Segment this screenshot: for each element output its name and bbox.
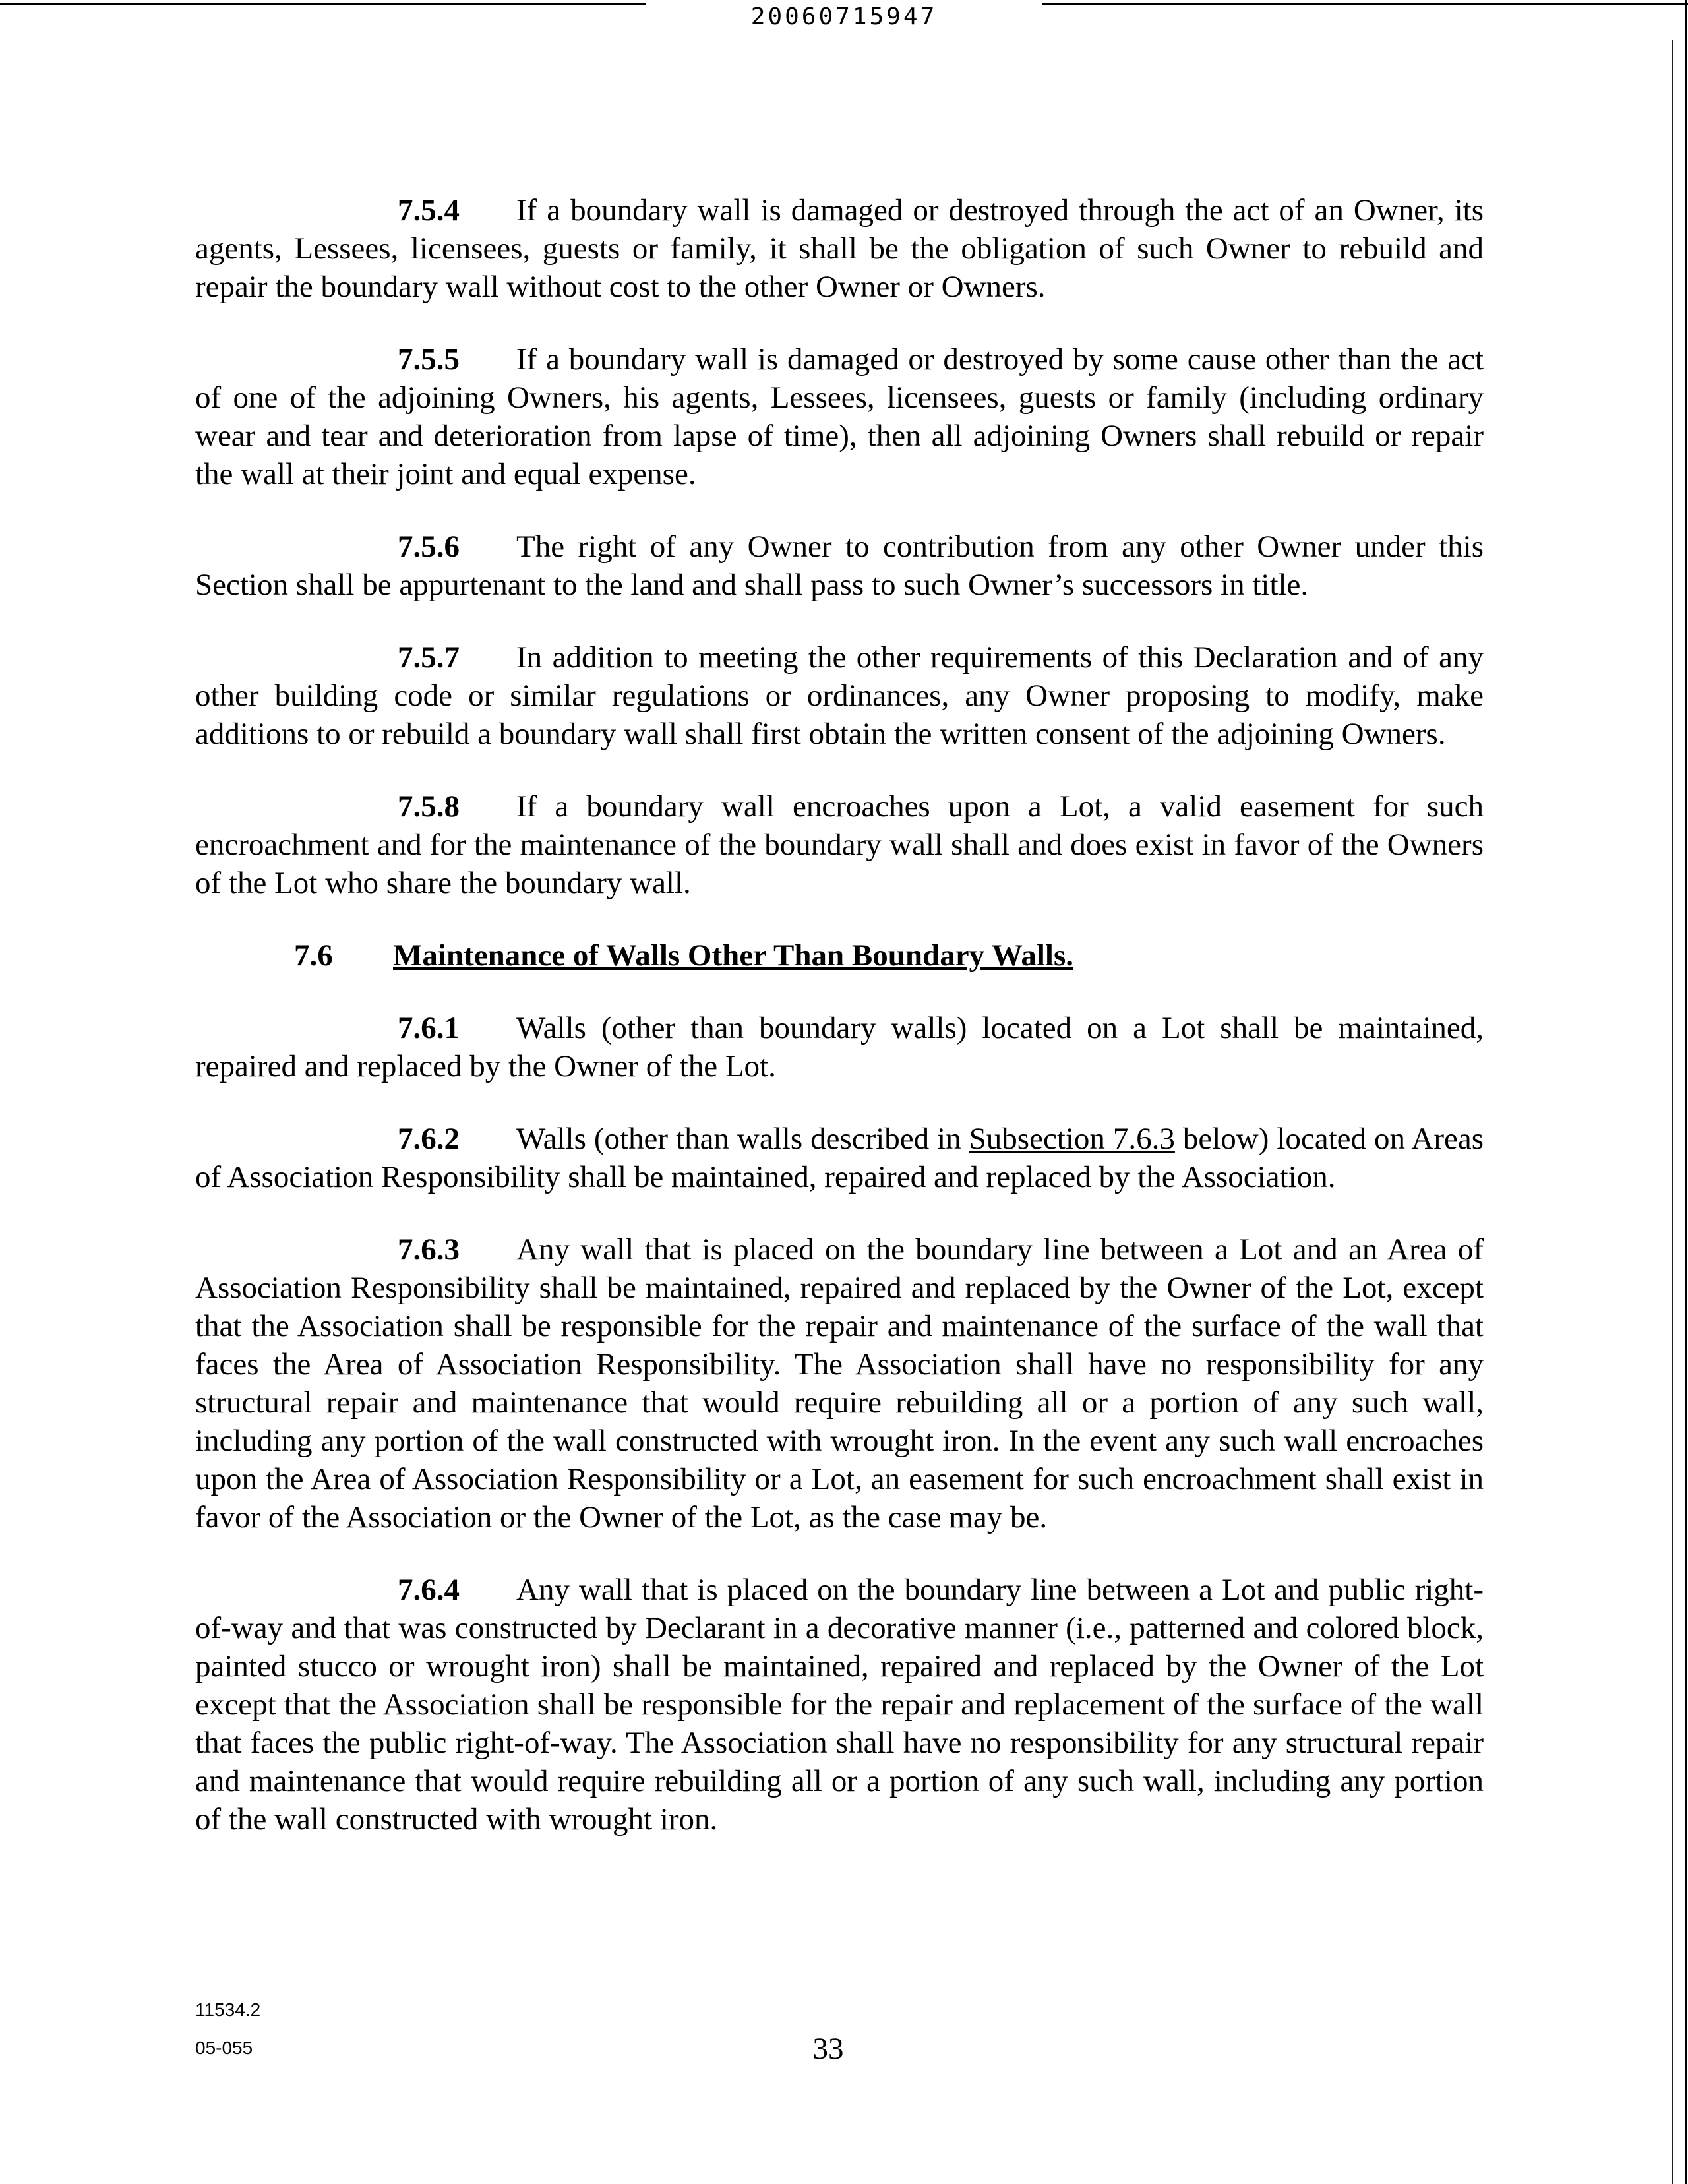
section-7-6-4: [195, 1571, 1484, 1838]
section-number: 7.6.4: [398, 1573, 460, 1607]
section-text: In addition to meeting the other requirements of this Declaration and of any other building code or similar regulations or ordinances, any Owner proposing to modify, make additions to or rebuild a boundary wall shall first obtain the written consent of the adjoining Owners.: [195, 640, 1484, 751]
section-7-6-2: [195, 1120, 1484, 1196]
header-rule-left: [0, 3, 646, 5]
section-number: 7.6.3: [398, 1232, 460, 1267]
section-heading-7-6: [195, 936, 1484, 975]
document-id: 11534.2: [195, 1999, 261, 2020]
section-text: If a boundary wall encroaches upon a Lot, a valid easement for such encroachment and for the maintenance of the boundary wall shall and does exist in favor of the Owners of the Lot who share the boundary wall.: [195, 789, 1484, 900]
section-text: Walls (other than boundary walls) located on a Lot shall be maintained, repaired and replaced by the Owner of the Lot.: [195, 1011, 1484, 1083]
section-number: 7.5.6: [398, 530, 460, 564]
scan-edge-line: [1672, 40, 1673, 2184]
section-text: If a boundary wall is damaged or destroyed through the act of an Owner, its agents, Lessees, licensees, guests or family, it shall be the obligation of such Owner to rebuild and repair the boundary wall without cost to the other Owner or Owners.: [195, 193, 1484, 304]
page-footer: [195, 1998, 1484, 2077]
scan-edge-border: [1685, 0, 1687, 2184]
section-number: 7.5.7: [398, 640, 460, 675]
section-7-5-8: [195, 787, 1484, 902]
section-text: If a boundary wall is damaged or destroyed by some cause other than the act of one of the adjoining Owners, his agents, Lessees, licensees, guests or family (including ordinary wear and tear and deterioration from lapse of time), then all adjoining Owners shall rebuild or repair the wall at their joint and equal expense.: [195, 342, 1484, 491]
section-number: 7.5.4: [398, 193, 460, 228]
section-text-before: Walls (other than walls described in: [516, 1122, 961, 1156]
section-7-5-5: [195, 340, 1484, 493]
document-body: [195, 191, 1484, 1873]
section-7-5-4: [195, 191, 1484, 306]
recording-number: 20060715947: [750, 3, 938, 30]
section-7-6-3: [195, 1230, 1484, 1536]
section-7-5-6: [195, 528, 1484, 604]
document-code: 05-055: [195, 2038, 253, 2058]
section-number: 7.5.8: [398, 789, 460, 824]
page-number: 33: [812, 2032, 844, 2066]
section-text: Any wall that is placed on the boundary line between a Lot and public right-of-way and that was constructed by Declarant in a decorative manner (i.e., patterned and colored block, painted stucco or wrought iron) shall be maintained, repaired and replaced by the Owner of the Lot except that the Association shall be responsible for the repair and replacement of the surface of the wall that faces the public right-of-way. The Association shall have no responsibility for any structural repair and maintenance that would require rebuilding all or a portion of any such wall, including any portion of the wall constructed with wrought iron.: [195, 1573, 1484, 1836]
section-7-5-7: [195, 638, 1484, 753]
header-rule-right: [1042, 3, 1688, 5]
section-text-after: below) located on Areas of Association Responsibility shall be maintained, repaired and replaced by the Association.: [195, 1122, 1484, 1194]
section-number: 7.5.5: [398, 342, 460, 377]
section-number: 7.6.1: [398, 1011, 460, 1045]
section-number: 7.6.2: [398, 1122, 460, 1156]
page-header: [0, 0, 1688, 40]
section-7-6-1: [195, 1009, 1484, 1085]
heading-number: 7.6: [294, 938, 333, 973]
section-text: The right of any Owner to contribution from any other Owner under this Section shall be appurtenant to the land and shall pass to such Owner’s successors in title.: [195, 530, 1484, 602]
heading-title: Maintenance of Walls Other Than Boundary Walls.: [393, 938, 1074, 973]
section-text: Any wall that is placed on the boundary line between a Lot and an Area of Association Responsibility shall be maintained, repaired and replaced by the Owner of the Lot, except that the Association shall be responsible for the repair and maintenance of the surface of the wall that faces the Area of Association Responsibility. The Association shall have no responsibility for any structural repair and maintenance that would require rebuilding all or a portion of any such wall, including any portion of the wall constructed with wrought iron. In the event any such wall encroaches upon the Area of Association Responsibility or a Lot, an easement for such encroachment shall exist in favor of the Association or the Owner of the Lot, as the case may be.: [195, 1232, 1484, 1534]
subsection-reference: Subsection 7.6.3: [969, 1122, 1175, 1156]
